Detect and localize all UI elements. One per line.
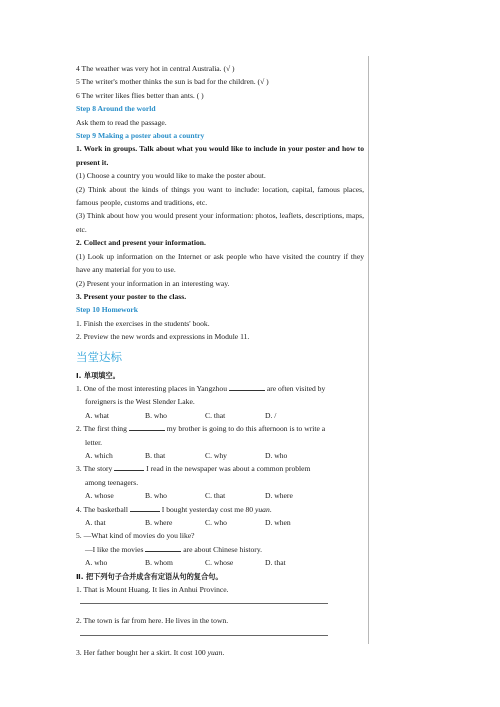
option-a[interactable]: A. whose (85, 491, 114, 501)
column-divider (368, 56, 369, 644)
question-1-options (76, 409, 364, 422)
question-1-cont: foreigners is the West Slender Lake. (85, 397, 195, 407)
answer-blank[interactable] (145, 543, 181, 552)
answer-blank[interactable] (130, 503, 160, 512)
question-4-options (76, 516, 364, 529)
tf-item-5: 5 The writer's mother thinks the sun is bad for the children. (√ ) (76, 77, 269, 87)
option-a[interactable]: A. which (85, 450, 113, 460)
option-b[interactable]: B. who (145, 491, 167, 501)
option-b[interactable]: B. who (145, 410, 167, 420)
option-a[interactable]: A. that (85, 518, 106, 527)
option-c[interactable]: C. why (205, 450, 227, 460)
option-d[interactable]: D. who (265, 450, 288, 460)
step9-task2-item1: (1) Look up information on the Internet or ask people who have visited the country if they have any material for you to use. (76, 251, 364, 275)
question-2-cont: letter. (85, 437, 103, 447)
step9-task1-item1: (1) Choose a country you would like to make the poster about. (76, 171, 266, 181)
answer-blank[interactable] (229, 382, 265, 391)
option-b[interactable]: B. whom (145, 558, 173, 568)
step9-task1-item2: (2) Think about the kinds of things you want to include: location, capital, famous places, famous people, customs and traditions, etc. (76, 184, 364, 208)
step8-title: Step 8 Around the world (76, 104, 156, 114)
part2-heading: Ⅱ. 把下列句子合并成含有定语从句的复合句。 (76, 571, 223, 581)
option-a[interactable]: A. what (85, 410, 110, 420)
step10-item1: 1. Finish the exercises in the students' book. (76, 318, 210, 328)
question-5-options (76, 556, 364, 569)
tf-item-4: 4 The weather was very hot in central Australia. (√ ) (76, 64, 235, 73)
option-c[interactable]: C. that (205, 491, 226, 501)
question-3-cont: among teenagers. (85, 477, 139, 487)
option-a[interactable]: A. who (85, 558, 108, 568)
option-d[interactable]: D. / (265, 410, 277, 420)
question-4: 4. The basketball I bought yesterday cost me 80 yuan. (76, 504, 272, 514)
step9-task2: 2. Collect and present your information. (76, 238, 206, 248)
option-d[interactable]: D. where (265, 491, 293, 501)
combine-item-2: 2. The town is far from here. He lives in the town. (76, 616, 229, 626)
option-c[interactable]: C. that (205, 410, 226, 420)
question-1: 1. One of the most interesting places in Yangzhou are often visited by (76, 383, 326, 393)
step10-title: Step 10 Homework (76, 305, 139, 315)
answer-line-2[interactable] (80, 635, 328, 636)
tf-item-6: 6 The writer likes flies better than ants. ( ) (76, 90, 204, 100)
step10-item2: 2. Preview the new words and expressions in Module 11. (76, 332, 250, 342)
question-3: 3. The story I read in the newspaper was about a common problem (76, 464, 311, 474)
option-d[interactable]: D. when (265, 518, 291, 527)
step8-text: Ask them to read the passage. (76, 117, 167, 127)
step9-title: Step 9 Making a poster about a country (76, 131, 205, 141)
question-2: 2. The first thing my brother is going to do this afternoon is to write a (76, 424, 326, 434)
combine-item-1: 1. That is Mount Huang. It lies in Anhui Province. (76, 585, 229, 595)
step9-task1: 1. Work in groups. Talk about what you would like to include in your poster and how to present it. (76, 144, 364, 167)
question-3-options (76, 489, 364, 502)
document-page (76, 62, 364, 659)
question-5: 5. —What kind of movies do you like? (76, 531, 195, 541)
answer-blank[interactable] (129, 422, 165, 431)
step9-task3: 3. Present your poster to the class. (76, 291, 187, 301)
answer-blank[interactable] (114, 462, 144, 471)
option-b[interactable]: B. that (145, 450, 166, 460)
combine-item-3: 3. Her father bought her a skirt. It cost 100 yuan. (76, 647, 225, 657)
option-d[interactable]: D. that (265, 558, 286, 568)
option-c[interactable]: C. who (205, 518, 227, 527)
option-b[interactable]: B. where (145, 518, 173, 527)
part1-heading: Ⅰ. 单项填空。 (76, 370, 120, 380)
question-5-line2: —I like the movies are about Chinese history. (85, 544, 263, 554)
option-c[interactable]: C. whose (205, 558, 234, 568)
section-title: 当堂达标 (76, 349, 122, 364)
step9-task1-item3: (3) Think about how you would present your information: photos, leaflets, descriptions, maps, etc. (76, 211, 364, 234)
question-2-options (76, 449, 364, 462)
answer-line-1[interactable] (80, 603, 328, 604)
step9-task2-item2: (2) Present your information in an interesting way. (76, 278, 230, 288)
